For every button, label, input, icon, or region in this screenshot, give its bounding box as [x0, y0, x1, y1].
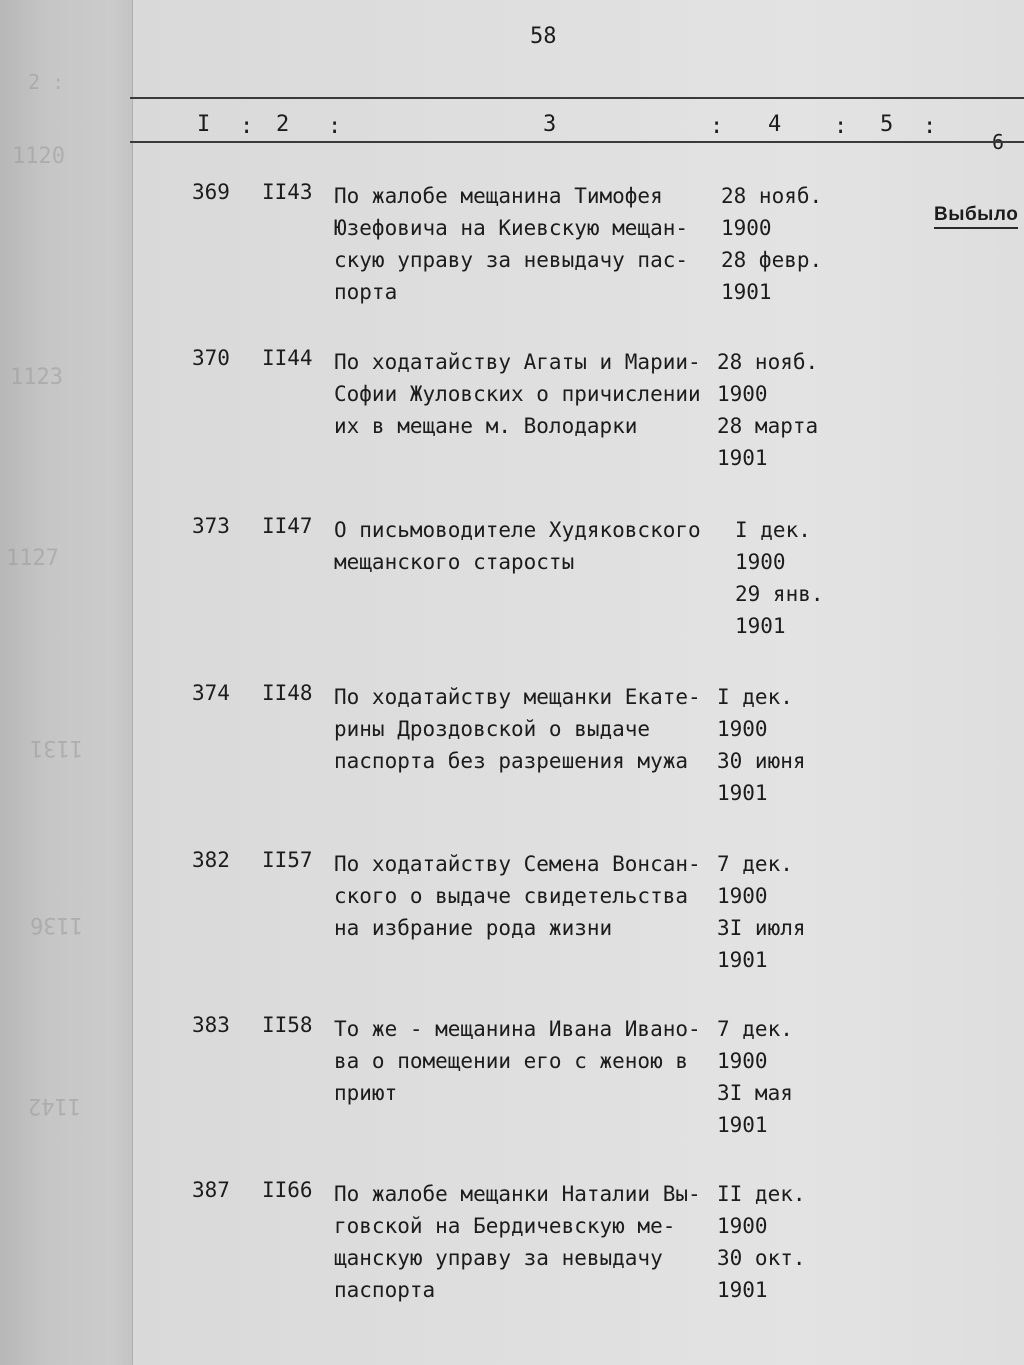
date-line: 1900	[717, 382, 768, 406]
description-line: порта	[334, 280, 398, 304]
entry-dates	[717, 848, 837, 976]
header-rule-top	[130, 97, 1024, 99]
date-line: 1900	[717, 717, 768, 741]
description-line: щанскую управу за невыдачу	[334, 1246, 663, 1270]
date-line: I дек.	[717, 685, 793, 709]
entry-description	[334, 848, 714, 944]
entry-dates	[717, 1178, 837, 1306]
entry-number: 373	[192, 514, 230, 538]
date-line: 28 марта	[717, 414, 819, 438]
date-line: 1901	[717, 1113, 768, 1137]
entry-description	[334, 514, 714, 578]
date-line: 1901	[717, 948, 768, 972]
ghost-text: 1123	[10, 365, 63, 390]
date-line: 1900	[717, 1214, 768, 1238]
column-separator: :	[328, 114, 342, 139]
description-line: паспорта без разрешения мужа	[334, 749, 689, 773]
date-line: 1900	[735, 550, 786, 574]
description-line: То же - мещанина Ивана Ивано-	[334, 1017, 701, 1041]
column-header-5: 5	[880, 112, 894, 137]
description-line: По жалобе мещанина Тимофея	[334, 184, 663, 208]
description-line: Юзефовича на Киевскую мещан-	[334, 216, 689, 240]
ghost-text: 1120	[12, 144, 65, 169]
description-line: на избрание рода жизни	[334, 916, 613, 940]
date-line: 3I июля	[717, 916, 806, 940]
entry-dates	[717, 346, 837, 474]
entry-dates	[721, 180, 841, 308]
column-separator: :	[710, 114, 724, 139]
column-header-3: 3	[543, 112, 557, 137]
entry-number: 382	[192, 848, 230, 872]
date-line: 28 февр.	[721, 248, 823, 272]
entry-code: II66	[262, 1178, 313, 1202]
entry-number: 374	[192, 681, 230, 705]
description-line: По ходатайству Семена Вонсан-	[334, 852, 701, 876]
description-line: говской на Бердичевскую ме-	[334, 1214, 676, 1238]
date-line: I дек.	[735, 518, 811, 542]
date-line: 29 янв.	[735, 582, 824, 606]
description-line: Софии Жуловских о причислении	[334, 382, 701, 406]
date-line: 1901	[717, 781, 768, 805]
entry-number: 387	[192, 1178, 230, 1202]
description-line: скую управу за невыдачу пас-	[334, 248, 689, 272]
date-line: 1901	[735, 614, 786, 638]
left-page-margin	[0, 0, 133, 1365]
ghost-text: 1131	[30, 735, 83, 760]
entry-description	[334, 346, 714, 442]
date-line: 1900	[717, 1049, 768, 1073]
description-line: рины Дроздовской о выдаче	[334, 717, 651, 741]
date-line: 30 окт.	[717, 1246, 806, 1270]
column-separator: :	[923, 114, 937, 139]
date-line: II дек.	[717, 1182, 806, 1206]
description-line: По ходатайству мещанки Екате-	[334, 685, 701, 709]
column-header-2: 2	[276, 112, 290, 137]
column-header-4: 4	[768, 112, 782, 137]
date-line: 7 дек.	[717, 1017, 793, 1041]
ghost-text: 1136	[30, 912, 83, 937]
column-separator: :	[240, 114, 254, 139]
ghost-text: 1127	[6, 546, 59, 571]
entry-code: II47	[262, 514, 313, 538]
column-header-6: 6	[992, 130, 1005, 154]
column-separator: :	[834, 114, 848, 139]
header-rule-bottom	[130, 141, 1024, 143]
entry-dates	[735, 514, 855, 642]
entry-code: II58	[262, 1013, 313, 1037]
date-line: 30 июня	[717, 749, 806, 773]
entry-code: II43	[262, 180, 313, 204]
entry-code: II57	[262, 848, 313, 872]
date-line: 28 нояб.	[717, 350, 819, 374]
date-line: 1900	[721, 216, 772, 240]
page-number: 58	[530, 24, 557, 49]
date-line: 3I мая	[717, 1081, 793, 1105]
entry-number: 369	[192, 180, 230, 204]
description-line: По жалобе мещанки Наталии Вы-	[334, 1182, 701, 1206]
entry-dates	[717, 681, 837, 809]
description-line: мещанского старосты	[334, 550, 575, 574]
entry-description	[334, 1013, 714, 1109]
entry-number: 383	[192, 1013, 230, 1037]
date-line: 1901	[721, 280, 772, 304]
column-header-1: I	[197, 112, 211, 137]
entry-description	[334, 681, 714, 777]
description-line: ского о выдаче свидетельства	[334, 884, 689, 908]
date-line: 1900	[717, 884, 768, 908]
date-line: 1901	[717, 446, 768, 470]
entry-description	[334, 1178, 714, 1306]
description-line: приют	[334, 1081, 398, 1105]
entry-description	[334, 180, 714, 308]
entry-number: 370	[192, 346, 230, 370]
description-line: ва о помещении его с женою в	[334, 1049, 689, 1073]
ghost-text: 2 :	[28, 70, 65, 94]
remark-label: Выбыло	[934, 204, 1018, 229]
date-line: 1901	[717, 1278, 768, 1302]
description-line: О письмоводителе Худяковского	[334, 518, 701, 542]
entry-code: II44	[262, 346, 313, 370]
description-line: их в мещане м. Володарки	[334, 414, 638, 438]
date-line: 28 нояб.	[721, 184, 823, 208]
entry-dates	[717, 1013, 837, 1141]
ghost-text: 1142	[28, 1093, 81, 1118]
description-line: паспорта	[334, 1278, 436, 1302]
date-line: 7 дек.	[717, 852, 793, 876]
entry-code: II48	[262, 681, 313, 705]
description-line: По ходатайству Агаты и Марии-	[334, 350, 701, 374]
